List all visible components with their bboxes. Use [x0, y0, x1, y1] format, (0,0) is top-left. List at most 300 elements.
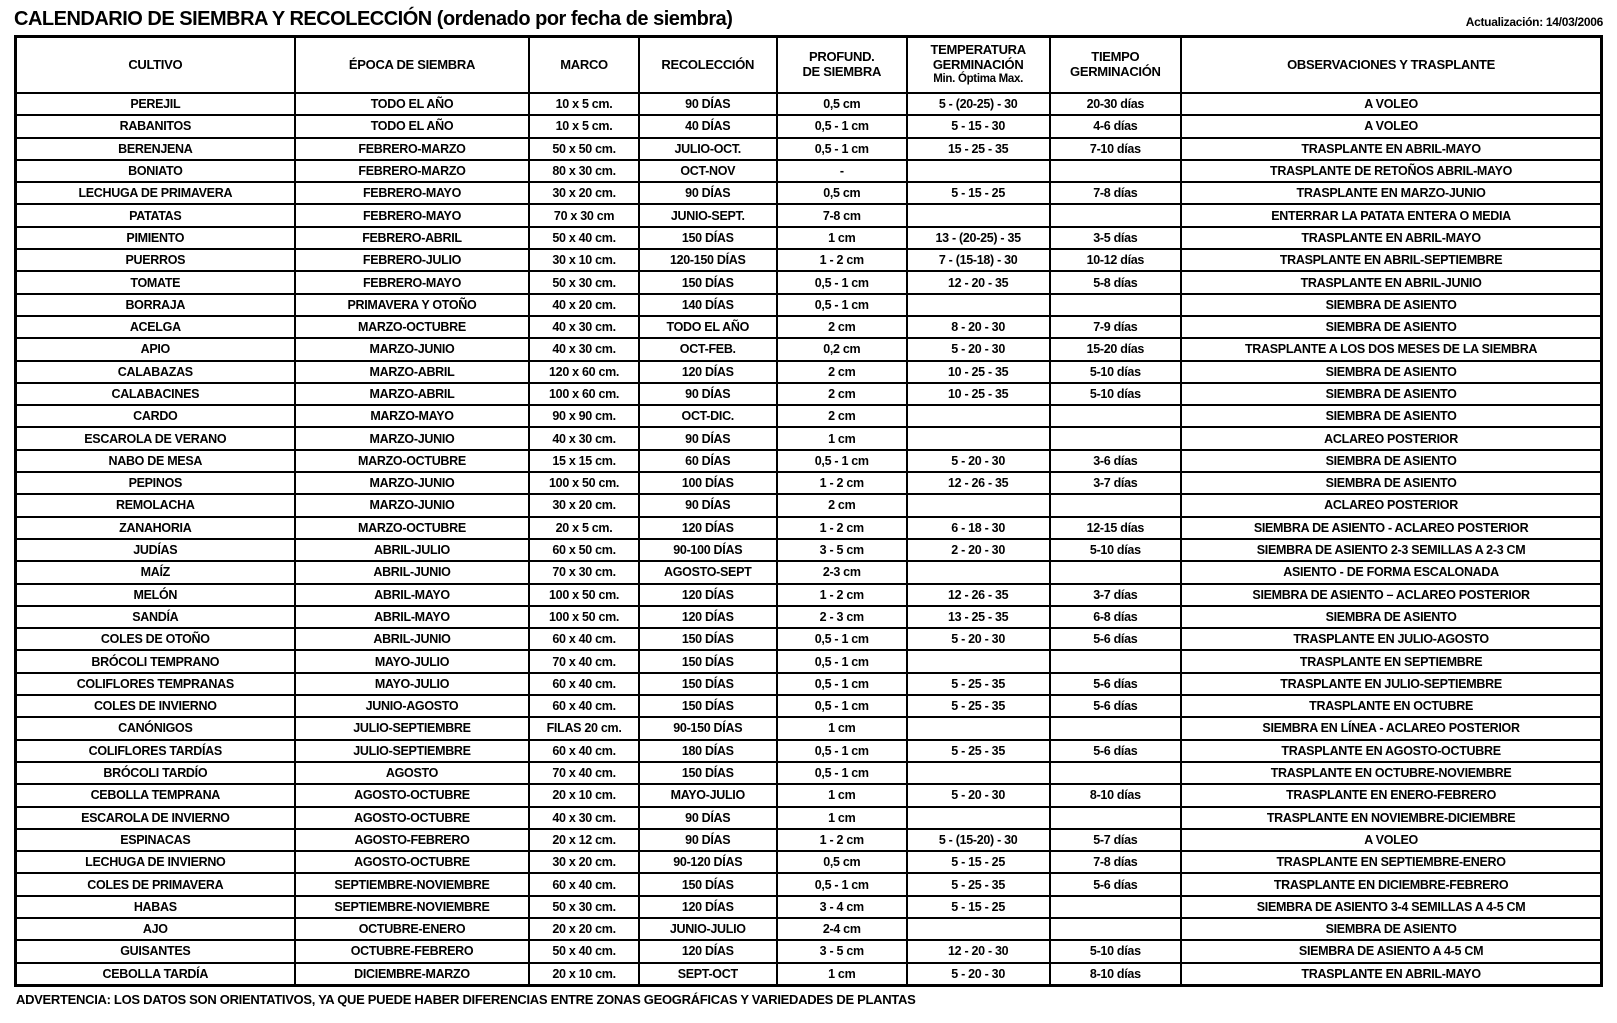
- cell-observaciones: SIEMBRA DE ASIENTO: [1181, 361, 1601, 383]
- table-row: [16, 271, 1602, 293]
- cell-epoca: MAYO-JULIO: [295, 650, 530, 672]
- cell-observaciones: ASIENTO - DE FORMA ESCALONADA: [1181, 561, 1601, 583]
- cell-profundidad: 1 cm: [777, 427, 907, 449]
- cell-cultivo: BRÓCOLI TEMPRANO: [16, 650, 295, 672]
- cell-recoleccion: JUNIO-JULIO: [639, 918, 777, 940]
- table-row: [16, 829, 1602, 851]
- cell-temperatura: 5 - 15 - 30: [907, 115, 1050, 137]
- cell-profundidad: 1 cm: [777, 784, 907, 806]
- cell-tiempo: 20-30 días: [1050, 93, 1182, 115]
- cell-epoca: TODO EL AÑO: [295, 93, 530, 115]
- cell-epoca: ABRIL-JUNIO: [295, 628, 530, 650]
- cell-epoca: MARZO-JUNIO: [295, 427, 530, 449]
- cell-recoleccion: 90-120 DÍAS: [639, 851, 777, 873]
- cell-epoca: FEBRERO-MAYO: [295, 271, 530, 293]
- cell-observaciones: ACLAREO POSTERIOR: [1181, 427, 1601, 449]
- cell-marco: 30 x 10 cm.: [529, 249, 638, 271]
- table-row: [16, 561, 1602, 583]
- cell-tiempo: 5-6 días: [1050, 673, 1182, 695]
- cell-observaciones: TRASPLANTE EN ABRIL-JUNIO: [1181, 271, 1601, 293]
- column-header-marco: MARCO: [529, 37, 638, 94]
- cell-cultivo: ESCAROLA DE VERANO: [16, 427, 295, 449]
- table-row: [16, 963, 1602, 986]
- cell-observaciones: A VOLEO: [1181, 829, 1601, 851]
- cell-recoleccion: 140 DÍAS: [639, 294, 777, 316]
- cell-marco: 120 x 60 cm.: [529, 361, 638, 383]
- cell-tiempo: 5-10 días: [1050, 361, 1182, 383]
- cell-temperatura: 5 - 15 - 25: [907, 896, 1050, 918]
- table-row: [16, 896, 1602, 918]
- cell-profundidad: 0,5 - 1 cm: [777, 873, 907, 895]
- table-row: [16, 695, 1602, 717]
- cell-recoleccion: JUNIO-SEPT.: [639, 204, 777, 226]
- table-row: [16, 405, 1602, 427]
- cell-recoleccion: OCT-DIC.: [639, 405, 777, 427]
- cell-marco: 30 x 20 cm.: [529, 851, 638, 873]
- cell-marco: 60 x 40 cm.: [529, 673, 638, 695]
- cell-observaciones: TRASPLANTE EN AGOSTO-OCTUBRE: [1181, 740, 1601, 762]
- cell-observaciones: SIEMBRA DE ASIENTO: [1181, 918, 1601, 940]
- cell-observaciones: TRASPLANTE EN ABRIL-SEPTIEMBRE: [1181, 249, 1601, 271]
- cell-recoleccion: 150 DÍAS: [639, 271, 777, 293]
- cell-profundidad: 0,5 - 1 cm: [777, 695, 907, 717]
- cell-marco: 50 x 30 cm.: [529, 896, 638, 918]
- cell-profundidad: 1 cm: [777, 717, 907, 739]
- table-row: [16, 784, 1602, 806]
- cell-epoca: MAYO-JULIO: [295, 673, 530, 695]
- cell-profundidad: 0,5 - 1 cm: [777, 673, 907, 695]
- cell-recoleccion: 120 DÍAS: [639, 517, 777, 539]
- cell-cultivo: TOMATE: [16, 271, 295, 293]
- cell-tiempo: 5-10 días: [1050, 539, 1182, 561]
- cell-observaciones: TRASPLANTE EN ABRIL-MAYO: [1181, 138, 1601, 160]
- table-row: [16, 873, 1602, 895]
- cell-profundidad: 0,5 - 1 cm: [777, 650, 907, 672]
- cell-cultivo: LECHUGA DE PRIMAVERA: [16, 182, 295, 204]
- cell-temperatura: [907, 717, 1050, 739]
- table-row: [16, 338, 1602, 360]
- cell-profundidad: 0,5 cm: [777, 851, 907, 873]
- cell-observaciones: ACLAREO POSTERIOR: [1181, 494, 1601, 516]
- table-row: [16, 940, 1602, 962]
- cell-profundidad: 7-8 cm: [777, 204, 907, 226]
- cell-temperatura: 6 - 18 - 30: [907, 517, 1050, 539]
- cell-epoca: FEBRERO-MARZO: [295, 160, 530, 182]
- column-header-observaciones: OBSERVACIONES Y TRASPLANTE: [1181, 37, 1601, 94]
- cell-temperatura: 5 - 20 - 30: [907, 628, 1050, 650]
- table-row: [16, 115, 1602, 137]
- cell-observaciones: TRASPLANTE EN MARZO-JUNIO: [1181, 182, 1601, 204]
- cell-observaciones: ENTERRAR LA PATATA ENTERA O MEDIA: [1181, 204, 1601, 226]
- cell-epoca: MARZO-JUNIO: [295, 494, 530, 516]
- cell-marco: 40 x 30 cm.: [529, 427, 638, 449]
- cell-cultivo: ACELGA: [16, 316, 295, 338]
- column-header-recoleccion: RECOLECCIÓN: [639, 37, 777, 94]
- cell-marco: FILAS 20 cm.: [529, 717, 638, 739]
- cell-epoca: JUNIO-AGOSTO: [295, 695, 530, 717]
- cell-cultivo: COLES DE PRIMAVERA: [16, 873, 295, 895]
- cell-recoleccion: 90-150 DÍAS: [639, 717, 777, 739]
- cell-tiempo: [1050, 494, 1182, 516]
- cell-temperatura: 5 - 20 - 30: [907, 338, 1050, 360]
- cell-profundidad: 0,5 cm: [777, 93, 907, 115]
- cell-tiempo: [1050, 896, 1182, 918]
- cell-temperatura: 12 - 26 - 35: [907, 472, 1050, 494]
- cell-profundidad: 2-4 cm: [777, 918, 907, 940]
- cell-temperatura: 12 - 20 - 35: [907, 271, 1050, 293]
- cell-temperatura: [907, 807, 1050, 829]
- cell-observaciones: TRASPLANTE EN ABRIL-MAYO: [1181, 963, 1601, 986]
- cell-marco: 50 x 50 cm.: [529, 138, 638, 160]
- cell-observaciones: SIEMBRA DE ASIENTO: [1181, 606, 1601, 628]
- cell-tiempo: 3-7 días: [1050, 584, 1182, 606]
- cell-profundidad: 2 cm: [777, 494, 907, 516]
- cell-marco: 20 x 20 cm.: [529, 918, 638, 940]
- table-row: [16, 762, 1602, 784]
- cell-cultivo: AJO: [16, 918, 295, 940]
- cell-marco: 70 x 30 cm: [529, 204, 638, 226]
- cell-tiempo: [1050, 762, 1182, 784]
- table-row: [16, 584, 1602, 606]
- column-header-profundidad: PROFUND. DE SIEMBRA: [777, 37, 907, 94]
- cell-marco: 100 x 50 cm.: [529, 584, 638, 606]
- cell-marco: 20 x 10 cm.: [529, 963, 638, 986]
- table-row: [16, 628, 1602, 650]
- cell-cultivo: REMOLACHA: [16, 494, 295, 516]
- cell-marco: 100 x 50 cm.: [529, 472, 638, 494]
- cell-recoleccion: 120-150 DÍAS: [639, 249, 777, 271]
- cell-tiempo: 7-10 días: [1050, 138, 1182, 160]
- cell-epoca: ABRIL-MAYO: [295, 584, 530, 606]
- cell-marco: 60 x 40 cm.: [529, 695, 638, 717]
- table-row: [16, 383, 1602, 405]
- cell-epoca: MARZO-OCTUBRE: [295, 316, 530, 338]
- cell-temperatura: 13 - (20-25) - 35: [907, 227, 1050, 249]
- table-row: [16, 361, 1602, 383]
- cell-temperatura: 7 - (15-18) - 30: [907, 249, 1050, 271]
- cell-profundidad: 1 - 2 cm: [777, 829, 907, 851]
- cell-recoleccion: 150 DÍAS: [639, 673, 777, 695]
- table-row: [16, 93, 1602, 115]
- cell-epoca: AGOSTO-OCTUBRE: [295, 807, 530, 829]
- table-row: [16, 673, 1602, 695]
- cell-profundidad: 0,5 - 1 cm: [777, 294, 907, 316]
- cell-cultivo: BERENJENA: [16, 138, 295, 160]
- cell-temperatura: 8 - 20 - 30: [907, 316, 1050, 338]
- cell-tiempo: 7-9 días: [1050, 316, 1182, 338]
- cell-tiempo: [1050, 427, 1182, 449]
- cell-marco: 20 x 12 cm.: [529, 829, 638, 851]
- cell-cultivo: COLES DE INVIERNO: [16, 695, 295, 717]
- cell-observaciones: TRASPLANTE EN SEPTIEMBRE: [1181, 650, 1601, 672]
- cell-marco: 50 x 30 cm.: [529, 271, 638, 293]
- cell-tiempo: [1050, 405, 1182, 427]
- cell-cultivo: CEBOLLA TEMPRANA: [16, 784, 295, 806]
- cell-marco: 80 x 30 cm.: [529, 160, 638, 182]
- cell-recoleccion: 90-100 DÍAS: [639, 539, 777, 561]
- cell-tiempo: 6-8 días: [1050, 606, 1182, 628]
- cell-cultivo: ZANAHORIA: [16, 517, 295, 539]
- cell-tiempo: [1050, 717, 1182, 739]
- cell-temperatura: 12 - 20 - 30: [907, 940, 1050, 962]
- cell-temperatura: 5 - 25 - 35: [907, 695, 1050, 717]
- table-row: [16, 539, 1602, 561]
- cell-epoca: ABRIL-MAYO: [295, 606, 530, 628]
- cell-epoca: MARZO-OCTUBRE: [295, 450, 530, 472]
- cell-observaciones: SIEMBRA DE ASIENTO: [1181, 405, 1601, 427]
- cell-observaciones: A VOLEO: [1181, 93, 1601, 115]
- table-row: [16, 227, 1602, 249]
- table-row: [16, 851, 1602, 873]
- cell-temperatura: [907, 650, 1050, 672]
- cell-observaciones: SIEMBRA DE ASIENTO: [1181, 472, 1601, 494]
- cell-recoleccion: 90 DÍAS: [639, 182, 777, 204]
- cell-epoca: AGOSTO-OCTUBRE: [295, 784, 530, 806]
- cell-cultivo: PEPINOS: [16, 472, 295, 494]
- table-body: [16, 93, 1602, 985]
- cell-marco: 20 x 5 cm.: [529, 517, 638, 539]
- cell-recoleccion: 150 DÍAS: [639, 628, 777, 650]
- cell-cultivo: LECHUGA DE INVIERNO: [16, 851, 295, 873]
- cell-marco: 70 x 30 cm.: [529, 561, 638, 583]
- cell-temperatura: 5 - 20 - 30: [907, 450, 1050, 472]
- cell-profundidad: 2 cm: [777, 383, 907, 405]
- cell-cultivo: CANÓNIGOS: [16, 717, 295, 739]
- cell-profundidad: 0,2 cm: [777, 338, 907, 360]
- cell-profundidad: 1 - 2 cm: [777, 472, 907, 494]
- cell-profundidad: 3 - 5 cm: [777, 539, 907, 561]
- cell-epoca: MARZO-JUNIO: [295, 472, 530, 494]
- cell-marco: 60 x 40 cm.: [529, 628, 638, 650]
- cell-profundidad: 0,5 cm: [777, 182, 907, 204]
- cell-cultivo: COLIFLORES TARDÍAS: [16, 740, 295, 762]
- cell-observaciones: TRASPLANTE EN DICIEMBRE-FEBRERO: [1181, 873, 1601, 895]
- cell-marco: 70 x 40 cm.: [529, 650, 638, 672]
- cell-recoleccion: OCT-FEB.: [639, 338, 777, 360]
- cell-profundidad: 2 - 3 cm: [777, 606, 907, 628]
- warning-note: ADVERTENCIA: LOS DATOS SON ORIENTATIVOS, YA QUE PUEDE HABER DIFERENCIAS ENTRE ZONAS GEOGRÁFICAS Y VARIEDADES DE PLANTAS: [16, 991, 916, 1007]
- cell-temperatura: [907, 204, 1050, 226]
- cell-tiempo: 3-6 días: [1050, 450, 1182, 472]
- cell-observaciones: TRASPLANTE EN SEPTIEMBRE-ENERO: [1181, 851, 1601, 873]
- cell-tiempo: [1050, 650, 1182, 672]
- cell-observaciones: TRASPLANTE EN JULIO-SEPTIEMBRE: [1181, 673, 1601, 695]
- table-row: [16, 450, 1602, 472]
- cell-epoca: AGOSTO-OCTUBRE: [295, 851, 530, 873]
- cell-recoleccion: 150 DÍAS: [639, 227, 777, 249]
- cell-recoleccion: 150 DÍAS: [639, 762, 777, 784]
- cell-tiempo: 15-20 días: [1050, 338, 1182, 360]
- cell-cultivo: GUISANTES: [16, 940, 295, 962]
- cell-tiempo: 5-10 días: [1050, 940, 1182, 962]
- cell-marco: 60 x 40 cm.: [529, 873, 638, 895]
- cell-cultivo: CALABACINES: [16, 383, 295, 405]
- table-row: [16, 316, 1602, 338]
- cell-observaciones: SIEMBRA DE ASIENTO: [1181, 316, 1601, 338]
- cell-recoleccion: 90 DÍAS: [639, 383, 777, 405]
- cell-observaciones: TRASPLANTE EN JULIO-AGOSTO: [1181, 628, 1601, 650]
- cell-epoca: DICIEMBRE-MARZO: [295, 963, 530, 986]
- table-row: [16, 294, 1602, 316]
- cell-profundidad: 1 cm: [777, 963, 907, 986]
- cell-recoleccion: 150 DÍAS: [639, 695, 777, 717]
- cell-tiempo: 8-10 días: [1050, 784, 1182, 806]
- cell-temperatura: [907, 405, 1050, 427]
- cell-recoleccion: 90 DÍAS: [639, 829, 777, 851]
- cell-tiempo: 12-15 días: [1050, 517, 1182, 539]
- cell-profundidad: 2 cm: [777, 361, 907, 383]
- cell-epoca: TODO EL AÑO: [295, 115, 530, 137]
- table-row: [16, 517, 1602, 539]
- cell-recoleccion: OCT-NOV: [639, 160, 777, 182]
- update-date: Actualización: 14/03/2006: [1465, 15, 1603, 29]
- cell-observaciones: SIEMBRA DE ASIENTO 2-3 SEMILLAS A 2-3 CM: [1181, 539, 1601, 561]
- cell-marco: 40 x 30 cm.: [529, 316, 638, 338]
- column-header-tiempo: TIEMPO GERMINACIÓN: [1050, 37, 1182, 94]
- cell-marco: 10 x 5 cm.: [529, 93, 638, 115]
- cell-temperatura: [907, 427, 1050, 449]
- cell-marco: 100 x 60 cm.: [529, 383, 638, 405]
- cell-tiempo: [1050, 561, 1182, 583]
- cell-observaciones: TRASPLANTE EN OCTUBRE: [1181, 695, 1601, 717]
- cell-observaciones: SIEMBRA DE ASIENTO 3-4 SEMILLAS A 4-5 CM: [1181, 896, 1601, 918]
- table-row: [16, 160, 1602, 182]
- cell-temperatura: 5 - 25 - 35: [907, 873, 1050, 895]
- cell-tiempo: 10-12 días: [1050, 249, 1182, 271]
- cell-recoleccion: 40 DÍAS: [639, 115, 777, 137]
- cell-temperatura: 5 - (15-20) - 30: [907, 829, 1050, 851]
- cell-observaciones: TRASPLANTE EN OCTUBRE-NOVIEMBRE: [1181, 762, 1601, 784]
- cell-temperatura: 5 - 25 - 35: [907, 740, 1050, 762]
- cell-observaciones: SIEMBRA DE ASIENTO – ACLAREO POSTERIOR: [1181, 584, 1601, 606]
- cell-marco: 40 x 30 cm.: [529, 338, 638, 360]
- cell-profundidad: 0,5 - 1 cm: [777, 740, 907, 762]
- cell-cultivo: PATATAS: [16, 204, 295, 226]
- cell-epoca: MARZO-MAYO: [295, 405, 530, 427]
- cell-temperatura: [907, 494, 1050, 516]
- cell-cultivo: BORRAJA: [16, 294, 295, 316]
- cell-recoleccion: TODO EL AÑO: [639, 316, 777, 338]
- cell-epoca: FEBRERO-MAYO: [295, 182, 530, 204]
- cell-tiempo: 5-7 días: [1050, 829, 1182, 851]
- cell-epoca: FEBRERO-ABRIL: [295, 227, 530, 249]
- cell-marco: 10 x 5 cm.: [529, 115, 638, 137]
- cell-recoleccion: 120 DÍAS: [639, 940, 777, 962]
- cell-recoleccion: SEPT-OCT: [639, 963, 777, 986]
- cell-marco: 50 x 40 cm.: [529, 227, 638, 249]
- cell-temperatura: 15 - 25 - 35: [907, 138, 1050, 160]
- cell-cultivo: CARDO: [16, 405, 295, 427]
- table-row: [16, 494, 1602, 516]
- cell-observaciones: SIEMBRA DE ASIENTO: [1181, 450, 1601, 472]
- table-row: [16, 249, 1602, 271]
- cell-tiempo: 5-10 días: [1050, 383, 1182, 405]
- cell-tiempo: 3-5 días: [1050, 227, 1182, 249]
- cell-tiempo: 3-7 días: [1050, 472, 1182, 494]
- cell-profundidad: 2 cm: [777, 405, 907, 427]
- cell-recoleccion: 90 DÍAS: [639, 494, 777, 516]
- cell-recoleccion: 100 DÍAS: [639, 472, 777, 494]
- cell-profundidad: 1 - 2 cm: [777, 584, 907, 606]
- cell-temperatura: 5 - (20-25) - 30: [907, 93, 1050, 115]
- cell-tiempo: [1050, 294, 1182, 316]
- cell-marco: 30 x 20 cm.: [529, 182, 638, 204]
- cell-cultivo: MELÓN: [16, 584, 295, 606]
- cell-observaciones: SIEMBRA EN LÍNEA - ACLAREO POSTERIOR: [1181, 717, 1601, 739]
- cell-temperatura: 5 - 20 - 30: [907, 784, 1050, 806]
- table-row: [16, 606, 1602, 628]
- cell-temperatura: [907, 294, 1050, 316]
- cell-recoleccion: 180 DÍAS: [639, 740, 777, 762]
- cell-marco: 90 x 90 cm.: [529, 405, 638, 427]
- column-header-temperatura: TEMPERATURA GERMINACIÓN Min. Óptima Max.: [907, 37, 1050, 94]
- cell-cultivo: MAÍZ: [16, 561, 295, 583]
- column-header-cultivo: CULTIVO: [16, 37, 295, 94]
- cell-cultivo: APIO: [16, 338, 295, 360]
- cell-recoleccion: AGOSTO-SEPT: [639, 561, 777, 583]
- cell-temperatura: 5 - 15 - 25: [907, 182, 1050, 204]
- cell-epoca: MARZO-ABRIL: [295, 383, 530, 405]
- cell-epoca: FEBRERO-MARZO: [295, 138, 530, 160]
- cell-epoca: MARZO-OCTUBRE: [295, 517, 530, 539]
- cell-observaciones: TRASPLANTE DE RETOÑOS ABRIL-MAYO: [1181, 160, 1601, 182]
- cell-cultivo: NABO DE MESA: [16, 450, 295, 472]
- cell-epoca: PRIMAVERA Y OTOÑO: [295, 294, 530, 316]
- cell-recoleccion: 90 DÍAS: [639, 427, 777, 449]
- cell-epoca: ABRIL-JUNIO: [295, 561, 530, 583]
- table-row: [16, 427, 1602, 449]
- cell-profundidad: 0,5 - 1 cm: [777, 271, 907, 293]
- cell-temperatura: 13 - 25 - 35: [907, 606, 1050, 628]
- cell-marco: 70 x 40 cm.: [529, 762, 638, 784]
- cell-epoca: SEPTIEMBRE-NOVIEMBRE: [295, 873, 530, 895]
- cell-profundidad: 0,5 - 1 cm: [777, 138, 907, 160]
- table-row: [16, 650, 1602, 672]
- cell-epoca: FEBRERO-JULIO: [295, 249, 530, 271]
- cell-cultivo: HABAS: [16, 896, 295, 918]
- cell-profundidad: 1 - 2 cm: [777, 249, 907, 271]
- cell-profundidad: 2 cm: [777, 316, 907, 338]
- cell-tiempo: 5-6 días: [1050, 695, 1182, 717]
- cell-tiempo: 7-8 días: [1050, 851, 1182, 873]
- table-row: [16, 918, 1602, 940]
- cell-epoca: OCTUBRE-FEBRERO: [295, 940, 530, 962]
- cell-marco: 60 x 40 cm.: [529, 740, 638, 762]
- cell-tiempo: 5-6 días: [1050, 873, 1182, 895]
- cell-marco: 50 x 40 cm.: [529, 940, 638, 962]
- cell-recoleccion: 90 DÍAS: [639, 807, 777, 829]
- cell-tiempo: 7-8 días: [1050, 182, 1182, 204]
- cell-cultivo: ESPINACAS: [16, 829, 295, 851]
- cell-cultivo: PEREJIL: [16, 93, 295, 115]
- cell-marco: 40 x 20 cm.: [529, 294, 638, 316]
- cell-epoca: ABRIL-JULIO: [295, 539, 530, 561]
- cell-profundidad: 1 cm: [777, 227, 907, 249]
- cell-temperatura: 2 - 20 - 30: [907, 539, 1050, 561]
- cell-profundidad: -: [777, 160, 907, 182]
- cell-profundidad: 3 - 4 cm: [777, 896, 907, 918]
- cell-epoca: SEPTIEMBRE-NOVIEMBRE: [295, 896, 530, 918]
- column-header-epoca: ÉPOCA DE SIEMBRA: [295, 37, 530, 94]
- cell-epoca: JULIO-SEPTIEMBRE: [295, 717, 530, 739]
- cell-cultivo: COLES DE OTOÑO: [16, 628, 295, 650]
- cell-recoleccion: JULIO-OCT.: [639, 138, 777, 160]
- table-row: [16, 138, 1602, 160]
- cell-epoca: AGOSTO: [295, 762, 530, 784]
- cell-recoleccion: 150 DÍAS: [639, 873, 777, 895]
- table-row: [16, 204, 1602, 226]
- cell-recoleccion: 90 DÍAS: [639, 93, 777, 115]
